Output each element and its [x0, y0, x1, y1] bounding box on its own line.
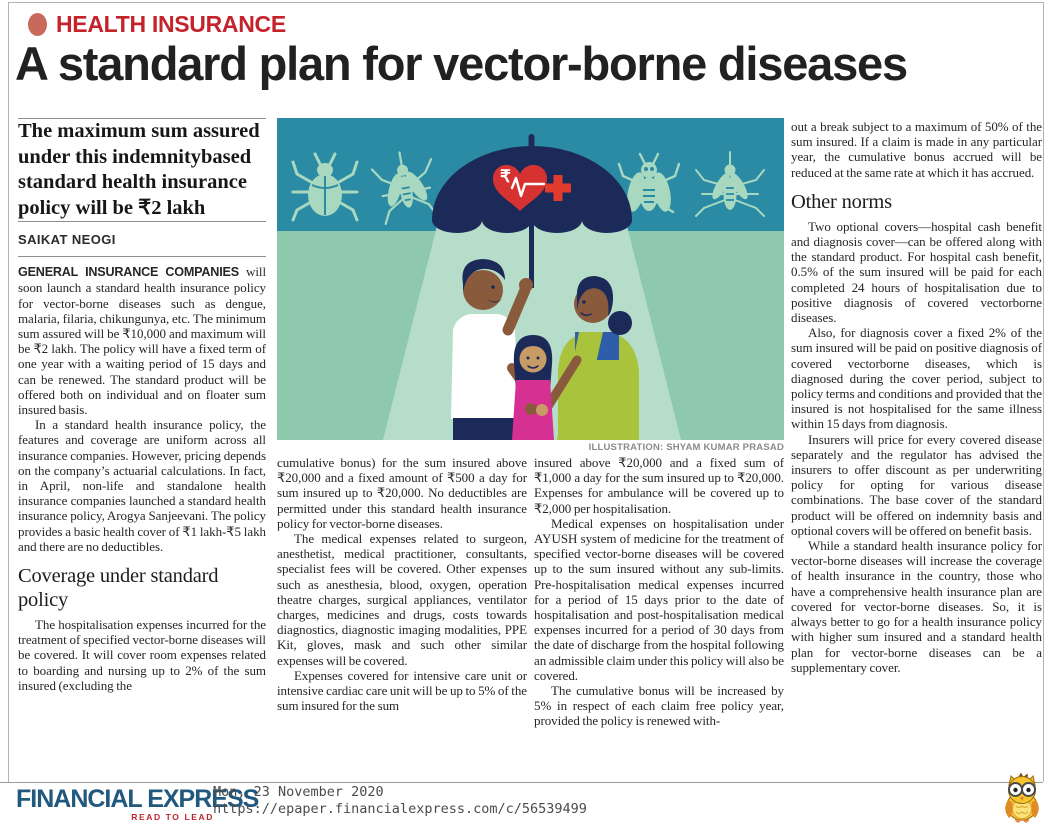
- article-illustration: [277, 118, 784, 453]
- paragraph-text: will soon launch a standard health insurance policy for vector-borne diseases such as dengue, malaria, filaria, chikungunya, etc. The minimum sum assured will be ₹10,000 and maximum will be ₹2 lakh. The policy will have a fixed term of one year with a waiting period of 15 days and can be renewed. The standard product will be offered both on individual and on floater sum insured basis.: [18, 264, 266, 418]
- body-paragraph: The cumulative bonus will be increased by 5% in respect of each claim free policy year, provided the policy is renewed with-: [534, 683, 784, 729]
- article-column-2: [277, 455, 527, 782]
- epaper-url[interactable]: https://epaper.financialexpress.com/c/56539499: [213, 801, 587, 817]
- body-paragraph: Also, for diagnosis cover a fixed 2% of the sum insured will be paid on positive diagnosis of covered vectorborne diseases, which is diagnosed during the cover period, subject to policy terms and conditions and provided that the insured is not hospitalised for the same illness within 15 days from diagnosis.: [791, 325, 1042, 432]
- body-paragraph: Insurers will price for every covered disease separately and the regulator has advised the insurers to offer discount as per underwriting policy for opting for various disease combinations. The base cover of the standard product will be offered on indemnity basis and optional covers will be offered on benefit basis.: [791, 431, 1042, 538]
- kicker-dot-icon: [28, 13, 47, 36]
- body-paragraph: Medical expenses on hospitalisation under AYUSH system of medicine for the treatment of specified vector-borne diseases will be covered up to the sum insured without any sub-limits. Pre-hospitalisation medical expenses incurred for a period of 15 days prior to the date of hospitalisation and post-hospitalisation medical expenses incurred for a period of 30 days from the date of discharge from the hospital following an admissible claim under this policy will also be covered.: [534, 515, 784, 683]
- vector-borne-illustration: [277, 118, 784, 440]
- daughter-figure: [512, 335, 554, 440]
- owl-mascot-icon: [999, 773, 1045, 823]
- brand-name: FINANCIAL EXPRESS: [16, 785, 259, 813]
- body-paragraph: The hospitalisation expenses incurred for the treatment of specified vector-borne diseases will be covered. It will cover room expenses related to boarding and nursing up to 2% of the sum insured (excluding the: [18, 617, 266, 693]
- top-rule: [8, 2, 1044, 3]
- body-paragraph: out a break subject to a maximum of 50% of the sum insured. If a claim is made in any particular year, the cumulative bonus accrued will be reduced at the same rate at which it has accrued.: [791, 119, 1042, 180]
- lead-in: GENERAL INSURANCE COMPANIES: [18, 265, 239, 280]
- article-column-3: [534, 455, 784, 782]
- byline-rule: [18, 256, 266, 257]
- body-paragraph: Expenses covered for intensive care unit or intensive cardiac care unit will be up to 5% of the sum insured for the sum: [277, 667, 527, 714]
- body-paragraph: [18, 264, 266, 417]
- article-column-1: [18, 118, 266, 782]
- section-heading-coverage: Coverage under standard policy: [18, 565, 219, 612]
- byline: SAIKAT NEOGI: [18, 232, 116, 247]
- body-paragraph: insured above ₹20,000 and a fixed sum of ₹1,000 a day for the sum insured up to ₹20,000. Expenses for ambulance will be covered up to ₹2,000 per hospitalisation.: [534, 455, 784, 516]
- body-paragraph: In a standard health insurance policy, the features and coverage are uniform across all insurance companies. However, pricing depends on the company’s actuarial calculations. In fact, in April, non-life and standalone health insurance companies launched a standard health insurance policy, Arogya Sanjeevani. The policy provides a basic health cover of ₹1 lakh-₹5 lakh and there are no deductibles.: [18, 417, 266, 554]
- brand-tagline: READ TO LEAD: [131, 812, 214, 822]
- financial-express-logo: [16, 785, 259, 822]
- section-kicker: [28, 11, 286, 38]
- svg-text:₹: ₹: [500, 167, 511, 186]
- article-column-4: [791, 119, 1042, 782]
- illustration-credit: ILLUSTRATION: SHYAM KUMAR PRASAD: [588, 442, 784, 453]
- epaper-meta: [213, 784, 587, 818]
- body-paragraph: The medical expenses related to surgeon, anesthetist, medical practitioner, consultants, specialist fees will be covered. Other expenses such as anesthesia, blood, oxygen, operation theatre charges, surgical appliances, ventilator charges, medicines and drugs, costs towards diagnostics, diagnostic imaging modalities, PPE Kit, gloves, mask and such other similar expenses will be covered.: [277, 531, 527, 668]
- epaper-date: Mon, 23 November 2020: [213, 784, 384, 800]
- section-heading-other-norms: Other norms: [791, 190, 892, 213]
- article-headline: A standard plan for vector-borne diseases: [15, 37, 907, 90]
- kicker-label: HEALTH INSURANCE: [56, 11, 286, 37]
- left-rule: [8, 2, 9, 782]
- standfirst-bottom-rule: [18, 221, 266, 222]
- footer-rule: [0, 782, 1043, 783]
- right-rule: [1043, 2, 1044, 782]
- body-paragraph: While a standard health insurance policy for vector-borne diseases will increase the coverage of health insurance in the country, those who have a comprehensive health insurance plan are covered for vector-borne diseases. So, it is always better to go for a health insurance policy with higher sum insured and a standard health plan for vector-borne diseases can be a supplementary cover.: [791, 538, 1042, 675]
- body-paragraph: cumulative bonus) for the sum insured above ₹20,000 and a fixed amount of ₹500 a day for sum insured up to ₹20,000. No deductibles are permitted under this standard health insurance policy for vector-borne diseases.: [277, 455, 527, 531]
- standfirst: The maximum sum assured under this indemnitybased standard health insurance policy will be ₹2 lakh: [18, 120, 260, 219]
- body-paragraph: Two optional covers—hospital cash benefit and diagnosis cover—can be offered along with the standard product. For hospital cash benefit, 0.5% of the sum insured will be paid for each completed 24 hours of hospitalisation due to positive diagnosis of covered vectorborne diseases.: [791, 218, 1042, 326]
